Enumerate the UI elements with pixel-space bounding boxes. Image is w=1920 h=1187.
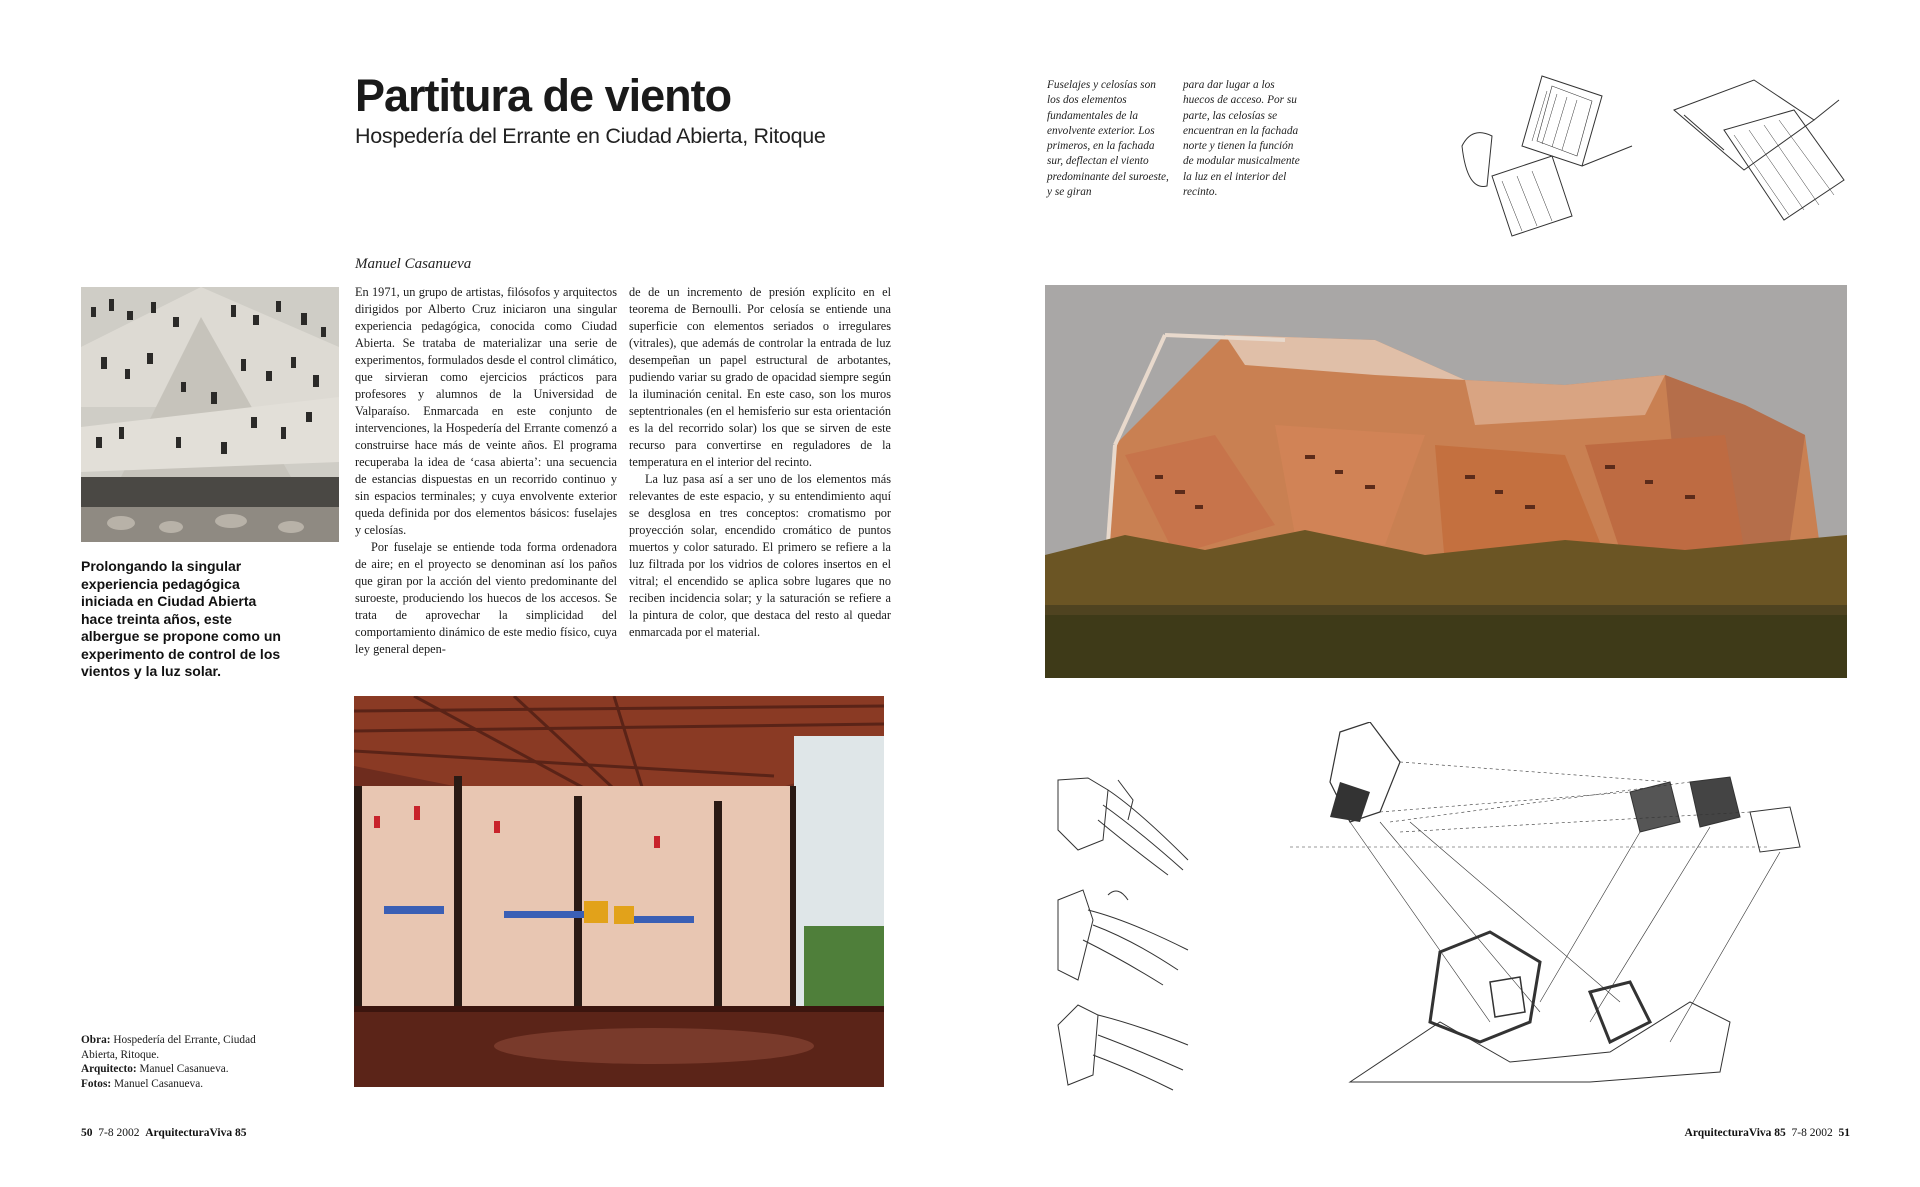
magazine-name: ArquitecturaViva 85 (1684, 1127, 1786, 1139)
gesture-sketch-3 (1048, 995, 1193, 1095)
page-subtitle: Hospedería del Errante en Ciudad Abierta, Ritoque (355, 124, 826, 148)
paragraph: La luz pasa así a ser uno de los elementos más relevantes de este espacio, y su entendimiento aquí se desglosa en tres conceptos: cromatismo por proyección solar, encendido cromático de puntos muertos y color saturado. El primero se refiere a la luz filtrada por los vidrios de colores insertos en el vitral; el encendido se aplica sobre lugares que no reciben incidencia solar; y la saturación se refiere a la pintura de color, que destaca del resto al quedar enmarcada por el material. (629, 472, 891, 639)
page-number: 50 (81, 1127, 93, 1139)
author-byline: Manuel Casanueva (355, 256, 472, 272)
body-column-1 (355, 284, 617, 658)
lattice-photo (81, 287, 339, 542)
figure-caption-part2: para dar lugar a los huecos de acceso. Por su parte, las celosías se encuentran en la fachada norte y tienen la función de modular musicalmente la luz en el interior del recinto. (1183, 79, 1300, 199)
axonometric-sketch-1 (1452, 66, 1642, 244)
issue-date: 7-8 2002 (1791, 1127, 1833, 1139)
exterior-photo (1045, 285, 1847, 678)
gesture-sketch-1 (1048, 770, 1193, 880)
gesture-sketch-2 (1048, 880, 1193, 990)
page-title: Partitura de viento (355, 70, 732, 121)
credit-value: Manuel Casanueva. (136, 1063, 229, 1075)
body-column-2 (629, 284, 891, 641)
folio-right (1685, 1127, 1850, 1139)
lede-caption: Prolongando la singular experiencia pedagógica iniciada en Ciudad Abierta hace treinta años, este albergue se propone como un experimento de control de los vientos y la luz solar. (81, 558, 281, 679)
credit-value: Hospedería del Errante, Ciudad Abierta, Ritoque. (81, 1034, 256, 1061)
project-credits (81, 1033, 281, 1091)
paragraph: Por fuselaje se entiende toda forma ordenadora de aire; en el proyecto se denominan así los paños que giran por la acción del viento predominante del suroeste, produciendo los huecos de los accesos. Se trata de aprovechar la simplicidad del comportamiento dinámico de este medio físico, cuya ley general depen- (355, 540, 617, 656)
issue-date: 7-8 2002 (98, 1127, 140, 1139)
solar-plan-diagram (1290, 722, 1850, 1092)
paragraph: de de un incremento de presión explícito en el teorema de Bernoulli. Por celosía se entiende una superficie con elementos seriados o irregulares (vitrales), que además de controlar la entrada de luz desempeñan un papel estructural de arbotantes, pudiendo variar su grado de opacidad siempre según la iluminación cenital. En este caso, son los muros septentrionales (en el hemisferio sur esta orientación es la del recorrido solar) los que se sirven de este recurso para convertirse en reguladores de la temperatura en el interior del recinto. (629, 285, 891, 469)
credit-label: Fotos: (81, 1077, 112, 1090)
credit-label: Arquitecto: (81, 1063, 137, 1075)
paragraph: En 1971, un grupo de artistas, filósofos y arquitectos dirigidos por Alberto Cruz iniciaron una singular experiencia pedagógica, conocida como Ciudad Abierta. Se trataba de materializar una serie de experimentos, formulados desde el control climático, que sirvieran como ejercicios prácticos para profesores y alumnos de la Universidad de Valparaíso. Enmarcada en este conjunto de intervenciones, la Hospedería del Errante comenzó a construirse hace más de veinte años. El programa recuperaba la idea de ‘casa abierta’: una secuencia de estancias dispuestas en un recorrido continuo y sin espacios terminales; y cuya envolvente exterior queda definida por dos elementos básicos: fuselajes y celosías. (355, 285, 617, 537)
credit-value: Manuel Casanueva. (111, 1077, 204, 1090)
folio-left (81, 1127, 246, 1139)
axonometric-sketch-2 (1664, 70, 1854, 248)
figure-caption-part1: Fuselajes y celosías son los dos elementos fundamentales de la envolvente exterior. Los primeros, en la fachada sur, deflectan el viento predominante del suroeste, y se giran (1047, 79, 1169, 199)
credit-label: Obra: (81, 1034, 111, 1046)
interior-photo (354, 696, 884, 1087)
magazine-name: ArquitecturaViva 85 (145, 1127, 247, 1139)
page-number: 51 (1838, 1127, 1850, 1139)
